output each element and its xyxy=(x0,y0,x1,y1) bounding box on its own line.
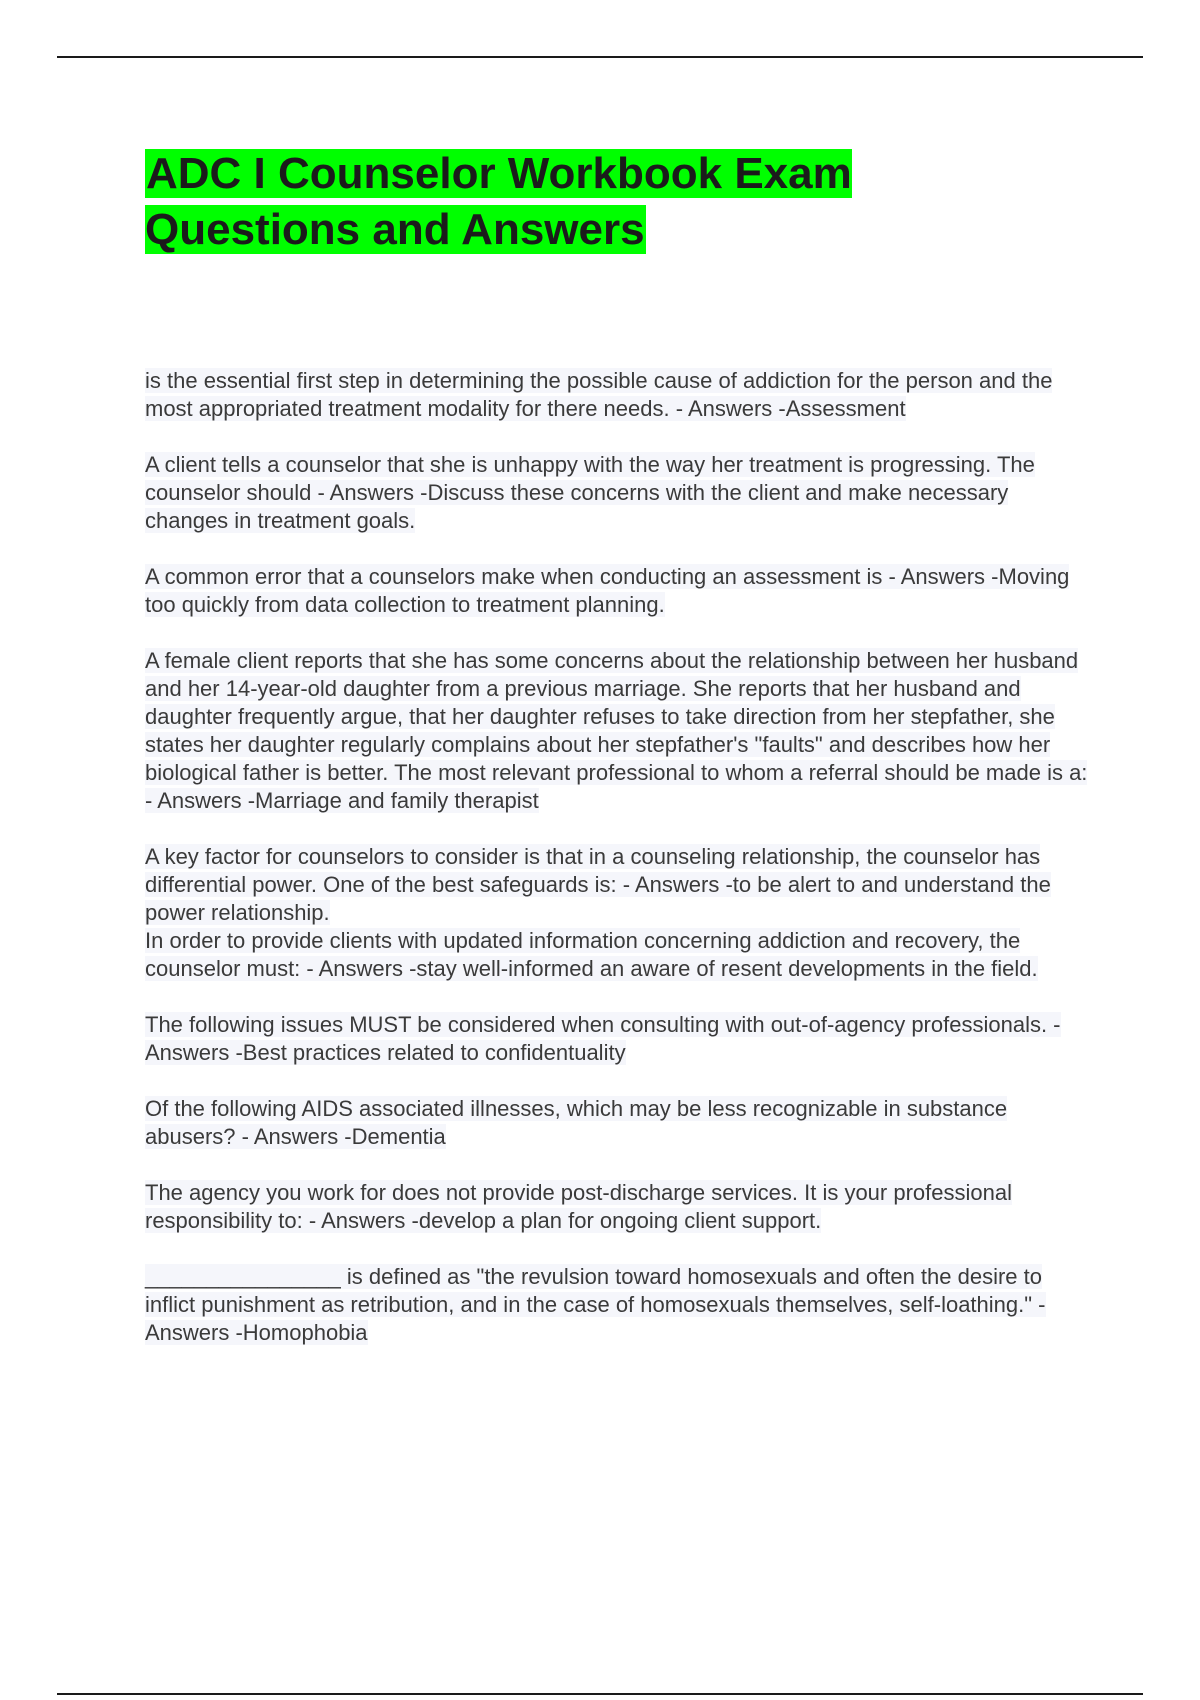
document-title xyxy=(145,146,945,258)
qa-item-aids-illness: Of the following AIDS associated illnesses, which may be less recognizable in substance abusers? - Answers -Dementia xyxy=(145,1096,1008,1149)
title-highlight: ADC I Counselor Workbook Exam Questions and Answers xyxy=(145,149,852,254)
footer-rule xyxy=(57,1693,1143,1695)
qa-item-assessment-error: A common error that a counselors make when conducting an assessment is - Answers -Moving too quickly from data collection to treatment planning. xyxy=(145,564,1070,617)
qa-item-post-discharge: The agency you work for does not provide post-discharge services. It is your professional responsibility to: - Answers -develop a plan for ongoing client support. xyxy=(145,1180,1012,1233)
qa-item-treatment-concerns: A client tells a counselor that she is unhappy with the way her treatment is progressing. The counselor should - Answers -Discuss these concerns with the client and make necessary changes in treatment goals. xyxy=(145,452,1035,533)
qa-item-homophobia: ________________ is defined as "the revulsion toward homosexuals and often the desire to inflict punishment as retribution, and in the case of homosexuals themselves, self-loathing." - Answers -Homophobia xyxy=(145,1264,1046,1345)
qa-item-consulting: The following issues MUST be considered when consulting with out-of-agency professionals. - Answers -Best practices related to confidentuality xyxy=(145,1012,1061,1065)
qa-item-assessment: is the essential first step in determining the possible cause of addiction for the person and the most appropriated treatment modality for there needs. - Answers -Assessment xyxy=(145,368,1053,421)
qa-item-referral: A female client reports that she has some concerns about the relationship between her husband and her 14-year-old daughter from a previous marriage. She reports that her husband and daughter frequently argue, that her daughter refuses to take direction from her stepfather, she states her daughter regularly complains about her stepfather's "faults" and describes how her biological father is better. The most relevant professional to whom a referral should be made is a: - Answers -Marriage and family therapist xyxy=(145,648,1088,813)
header-rule xyxy=(57,56,1143,58)
qa-item-power-relationship: A key factor for counselors to consider is that in a counseling relationship, the counselor has differential power. One of the best safeguards is: - Answers -to be alert to and understand the power relationship. xyxy=(145,844,1051,925)
qa-item-updated-information: In order to provide clients with updated information concerning addiction and recovery, the counselor must: - Answers -stay well-informed an aware of resent developments in the field. xyxy=(145,928,1038,981)
question-answer-list xyxy=(145,367,1090,1375)
